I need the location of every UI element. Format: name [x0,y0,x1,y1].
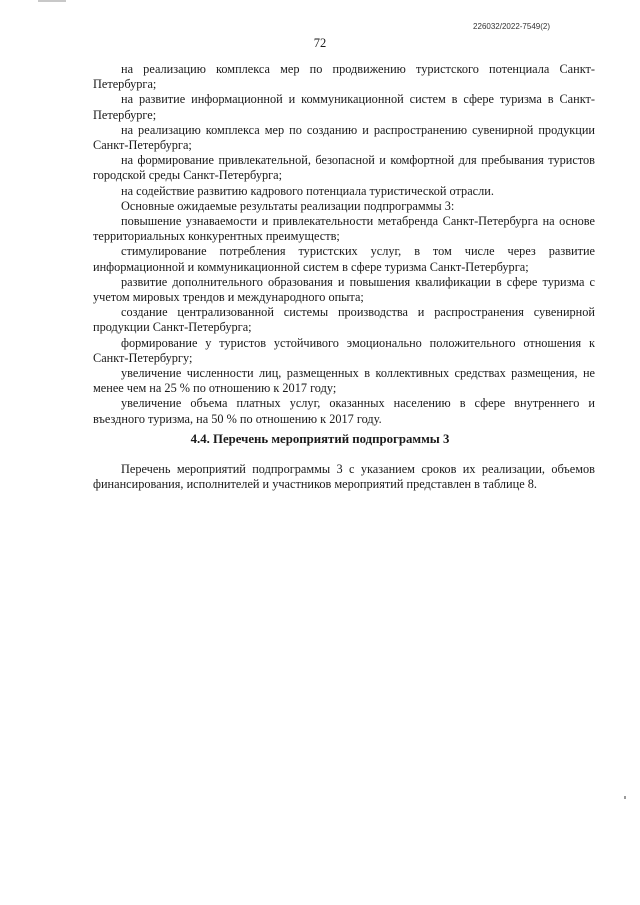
section-heading: 4.4. Перечень мероприятий подпрограммы 3 [190,432,450,446]
result-item: увеличение объема платных услуг, оказанных населению в сфере внутреннего и въездного туризма, на 50 % по отношению к 2017 году. [93,396,595,426]
result-item: создание централизованной системы производства и распространения сувенирной продукции Санкт-Петербурга; [93,305,595,335]
task-item: на развитие информационной и коммуникационной систем в сфере туризма в Санкт-Петербурге; [93,92,595,122]
result-item: формирование у туристов устойчивого эмоционально положительного отношения к Санкт-Петербургу; [93,335,595,365]
task-item: на реализацию комплекса мер по продвижению туристского потенциала Санкт-Петербурга; [93,62,595,92]
document-id: 226032/2022-7549(2) [473,22,550,31]
section-paragraph: Перечень мероприятий подпрограммы 3 с указанием сроков их реализации, объемов финансирования, исполнителей и участников мероприятий представлен в таблице 8. [93,462,595,492]
scan-mark [624,796,626,799]
main-text [93,62,595,427]
page-number: 72 [313,36,327,50]
task-item: на реализацию комплекса мер по созданию и распространению сувенирной продукции Санкт-Петербурга; [93,122,595,153]
results-intro: Основные ожидаемые результаты реализации подпрограммы 3: [121,198,455,213]
result-item: стимулирование потребления туристских услуг, в том числе через развитие информационной и коммуникационной систем в сфере туризма Санкт-Петербурга; [93,244,595,274]
section-body [93,462,595,492]
result-item: повышение узнаваемости и привлекательности метабренда Санкт-Петербурга на основе территориальных конкурентных преимуществ; [93,214,595,244]
task-item: на формирование привлекательной, безопасной и комфортной для пребывания туристов городской среды Санкт-Петербурга; [93,153,595,183]
result-item: увеличение численности лиц, размещенных в коллективных средствах размещения, не менее чем на 25 % по отношению к 2017 году; [93,366,595,396]
task-item: на содействие развитию кадрового потенциала туристической отрасли. [121,183,494,198]
scan-mark [38,0,66,2]
result-item: развитие дополнительного образования и повышения квалификации в сфере туризма с учетом мировых трендов и международного опыта; [93,274,595,305]
